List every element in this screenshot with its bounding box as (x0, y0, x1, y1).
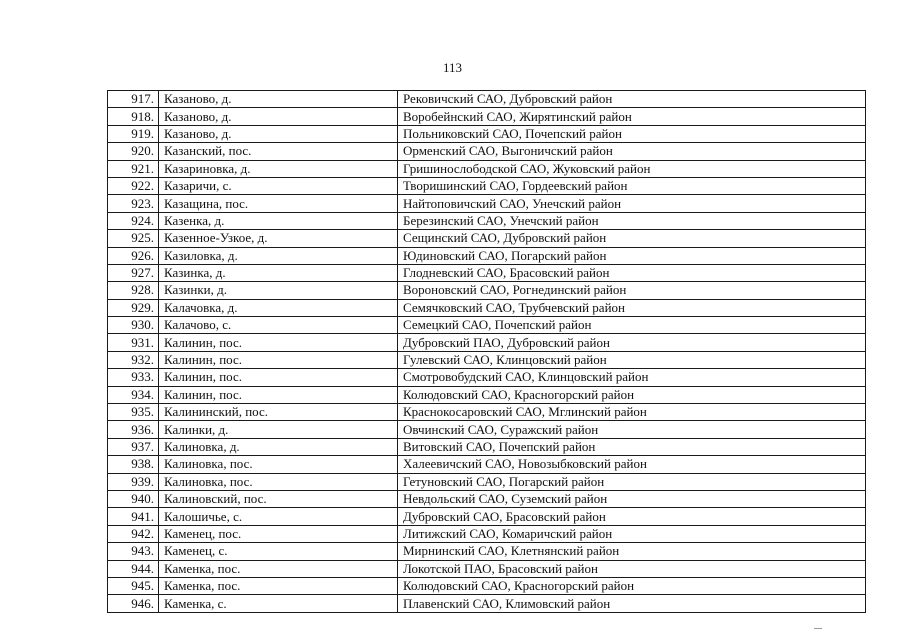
row-number-cell: 940. (108, 490, 159, 507)
table-row (108, 212, 866, 229)
settlement-name-cell: Каменка, пос. (159, 560, 398, 577)
settlement-name-cell: Калинин, пос. (159, 334, 398, 351)
table-row (108, 247, 866, 264)
district-cell: Польниковский САО, Почепский район (398, 125, 866, 142)
settlement-name-cell: Калинки, д. (159, 421, 398, 438)
district-cell: Найтоповичский САО, Унечский район (398, 195, 866, 212)
settlements-table-wrapper (107, 90, 866, 613)
table-row (108, 177, 866, 194)
district-cell: Березинский САО, Унечский район (398, 212, 866, 229)
settlement-name-cell: Казанский, пос. (159, 143, 398, 160)
row-number-cell: 930. (108, 317, 159, 334)
district-cell: Гришинослободской САО, Жуковский район (398, 160, 866, 177)
district-cell: Глодневский САО, Брасовский район (398, 264, 866, 281)
row-number-cell: 937. (108, 438, 159, 455)
table-row (108, 577, 866, 594)
settlement-name-cell: Казаново, д. (159, 125, 398, 142)
settlement-name-cell: Калининский, пос. (159, 404, 398, 421)
table-row (108, 404, 866, 421)
district-cell: Смотровобудский САО, Клинцовский район (398, 369, 866, 386)
district-cell: Юдиновский САО, Погарский район (398, 247, 866, 264)
settlement-name-cell: Казинка, д. (159, 264, 398, 281)
table-row (108, 264, 866, 281)
settlement-name-cell: Калошичье, с. (159, 508, 398, 525)
row-number-cell: 919. (108, 125, 159, 142)
row-number-cell: 942. (108, 525, 159, 542)
row-number-cell: 946. (108, 595, 159, 612)
settlement-name-cell: Калинин, пос. (159, 386, 398, 403)
table-row (108, 282, 866, 299)
scan-mark (814, 628, 822, 629)
district-cell: Овчинский САО, Суражский район (398, 421, 866, 438)
district-cell: Краснокосаровский САО, Мглинский район (398, 404, 866, 421)
settlement-name-cell: Казенка, д. (159, 212, 398, 229)
row-number-cell: 941. (108, 508, 159, 525)
row-number-cell: 917. (108, 91, 159, 108)
settlements-table (107, 90, 866, 613)
table-row (108, 351, 866, 368)
row-number-cell: 925. (108, 230, 159, 247)
row-number-cell: 939. (108, 473, 159, 490)
row-number-cell: 943. (108, 543, 159, 560)
district-cell: Воробейнский САО, Жирятинский район (398, 108, 866, 125)
row-number-cell: 924. (108, 212, 159, 229)
settlement-name-cell: Каменка, пос. (159, 577, 398, 594)
settlement-name-cell: Казаново, д. (159, 108, 398, 125)
district-cell: Невдольский САО, Суземский район (398, 490, 866, 507)
settlement-name-cell: Калачово, с. (159, 317, 398, 334)
district-cell: Мирнинский САО, Клетнянский район (398, 543, 866, 560)
table-row (108, 525, 866, 542)
settlement-name-cell: Казенное-Узкое, д. (159, 230, 398, 247)
settlement-name-cell: Калиновский, пос. (159, 490, 398, 507)
row-number-cell: 933. (108, 369, 159, 386)
district-cell: Вороновский САО, Рогнединский район (398, 282, 866, 299)
district-cell: Халеевичский САО, Новозыбковский район (398, 456, 866, 473)
district-cell: Рековичский САО, Дубровский район (398, 91, 866, 108)
table-row (108, 456, 866, 473)
settlement-name-cell: Казаново, д. (159, 91, 398, 108)
district-cell: Литижский САО, Комаричский район (398, 525, 866, 542)
row-number-cell: 929. (108, 299, 159, 316)
district-cell: Дубровский ПАО, Дубровский район (398, 334, 866, 351)
row-number-cell: 922. (108, 177, 159, 194)
table-row (108, 108, 866, 125)
table-row (108, 490, 866, 507)
settlement-name-cell: Казаричи, с. (159, 177, 398, 194)
row-number-cell: 928. (108, 282, 159, 299)
settlement-name-cell: Казинки, д. (159, 282, 398, 299)
settlement-name-cell: Калиновка, пос. (159, 473, 398, 490)
district-cell: Семячковский САО, Трубчевский район (398, 299, 866, 316)
page-number: 113 (442, 60, 463, 75)
settlement-name-cell: Калачовка, д. (159, 299, 398, 316)
district-cell: Сещинский САО, Дубровский район (398, 230, 866, 247)
row-number-cell: 945. (108, 577, 159, 594)
table-row (108, 317, 866, 334)
district-cell: Дубровский САО, Брасовский район (398, 508, 866, 525)
table-row (108, 160, 866, 177)
table-row (108, 299, 866, 316)
row-number-cell: 927. (108, 264, 159, 281)
table-row (108, 91, 866, 108)
table-row (108, 195, 866, 212)
table-row (108, 508, 866, 525)
table-row (108, 421, 866, 438)
row-number-cell: 926. (108, 247, 159, 264)
district-cell: Плавенский САО, Климовский район (398, 595, 866, 612)
settlement-name-cell: Каменец, с. (159, 543, 398, 560)
row-number-cell: 934. (108, 386, 159, 403)
table-row (108, 334, 866, 351)
settlement-name-cell: Калинин, пос. (159, 369, 398, 386)
district-cell: Орменский САО, Выгоничский район (398, 143, 866, 160)
row-number-cell: 920. (108, 143, 159, 160)
table-row (108, 369, 866, 386)
table-row (108, 560, 866, 577)
district-cell: Локотской ПАО, Брасовский район (398, 560, 866, 577)
settlements-table-body (108, 91, 866, 613)
row-number-cell: 931. (108, 334, 159, 351)
district-cell: Гулевский САО, Клинцовский район (398, 351, 866, 368)
settlement-name-cell: Каменец, пос. (159, 525, 398, 542)
settlement-name-cell: Казиловка, д. (159, 247, 398, 264)
table-row (108, 143, 866, 160)
table-row (108, 438, 866, 455)
settlement-name-cell: Казащина, пос. (159, 195, 398, 212)
district-cell: Витовский САО, Почепский район (398, 438, 866, 455)
district-cell: Творишинский САО, Гордеевский район (398, 177, 866, 194)
settlement-name-cell: Калинин, пос. (159, 351, 398, 368)
district-cell: Колюдовский САО, Красногорский район (398, 386, 866, 403)
row-number-cell: 935. (108, 404, 159, 421)
row-number-cell: 932. (108, 351, 159, 368)
table-row (108, 595, 866, 612)
row-number-cell: 944. (108, 560, 159, 577)
table-row (108, 543, 866, 560)
row-number-cell: 923. (108, 195, 159, 212)
table-row (108, 473, 866, 490)
row-number-cell: 918. (108, 108, 159, 125)
row-number-cell: 921. (108, 160, 159, 177)
settlement-name-cell: Калиновка, пос. (159, 456, 398, 473)
row-number-cell: 938. (108, 456, 159, 473)
district-cell: Колюдовский САО, Красногорский район (398, 577, 866, 594)
settlement-name-cell: Каменка, с. (159, 595, 398, 612)
table-row (108, 386, 866, 403)
row-number-cell: 936. (108, 421, 159, 438)
settlement-name-cell: Калиновка, д. (159, 438, 398, 455)
district-cell: Гетуновский САО, Погарский район (398, 473, 866, 490)
settlement-name-cell: Казариновка, д. (159, 160, 398, 177)
table-row (108, 230, 866, 247)
table-row (108, 125, 866, 142)
district-cell: Семецкий САО, Почепский район (398, 317, 866, 334)
